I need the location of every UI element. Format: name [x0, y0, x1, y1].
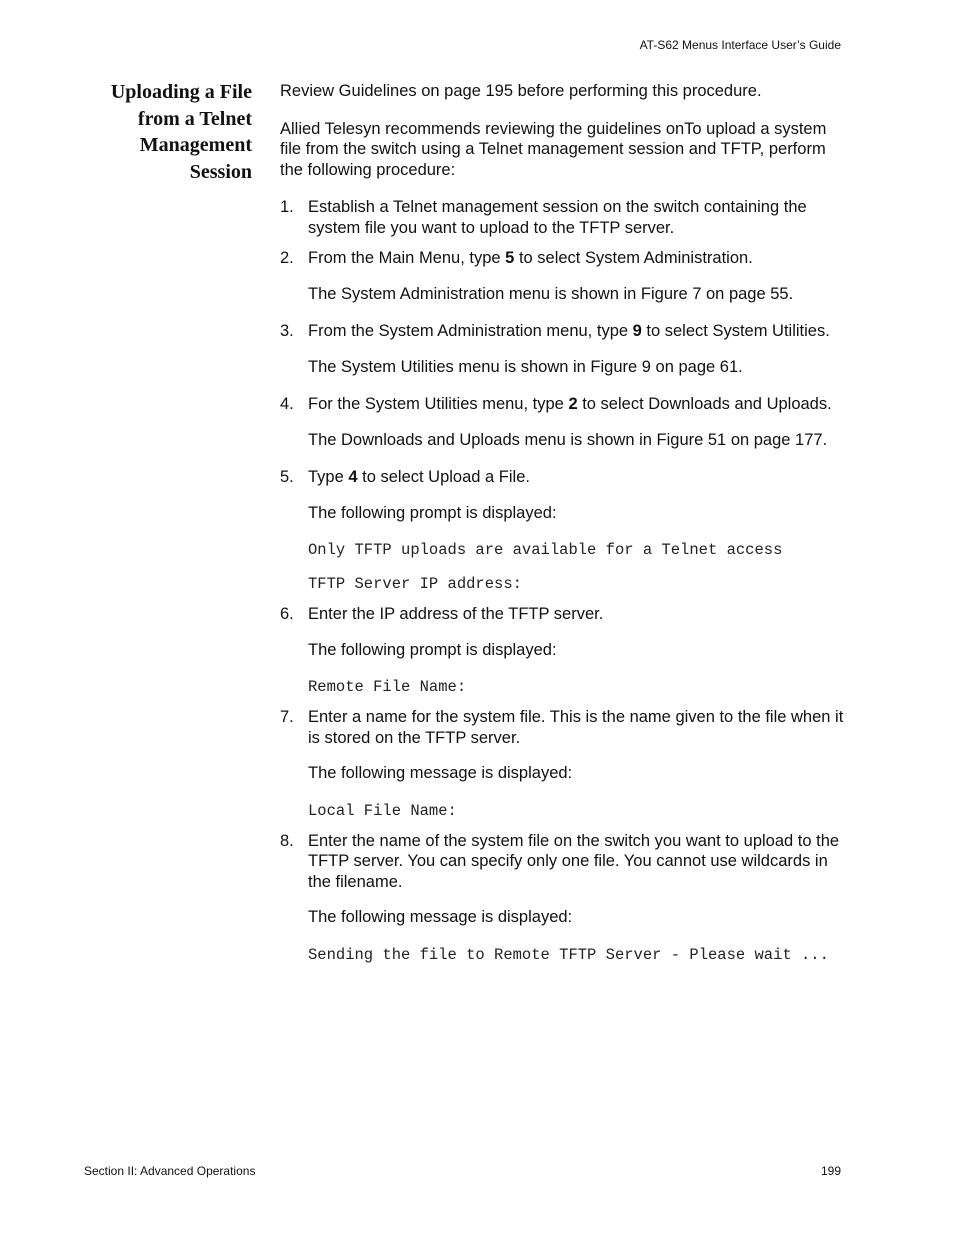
step-text-part: Enter a name for the system file. This is the name given to the file when it is stored on the TFTP server. [308, 708, 844, 747]
step-text [308, 831, 845, 893]
step-note: The System Administration menu is shown in Figure 7 on page 55. [308, 284, 794, 303]
step-text [308, 394, 845, 415]
step-item [280, 707, 845, 821]
step-number: 2. [280, 249, 294, 267]
section-heading-line: Uploading a File [110, 81, 252, 103]
step-text-part: Enter the name of the system file on the switch you want to upload to the TFTP server. You can specify only one file. You cannot use wildcards in the filename. [308, 831, 840, 891]
procedure-steps [280, 197, 845, 965]
step-text-part: For the System Utilities menu, type [308, 395, 569, 413]
footer-section-label: Section II: Advanced Operations [84, 1164, 256, 1178]
section-heading-line: Management [139, 134, 252, 156]
step-text-part: to select Downloads and Uploads. [577, 395, 832, 413]
step-note: The following prompt is displayed: [308, 640, 557, 659]
step-number: 6. [280, 605, 294, 623]
step-text [308, 604, 845, 625]
step-item [280, 248, 845, 304]
step-number: 8. [280, 831, 294, 850]
step-item [280, 831, 845, 965]
step-note: The following prompt is displayed: [308, 503, 557, 522]
step-item [280, 604, 845, 697]
menu-key: 5 [505, 249, 515, 267]
step-text [308, 197, 845, 238]
console-prompt: Local File Name: [308, 801, 457, 820]
console-prompt: Only TFTP uploads are available for a Telnet access [308, 541, 783, 559]
step-text-part: Enter the IP address of the TFTP server. [308, 605, 604, 623]
step-note: The following message is displayed: [308, 764, 573, 782]
step-number: 3. [280, 322, 294, 340]
menu-key: 9 [632, 322, 642, 340]
console-message: Sending the file to Remote TFTP Server - Please wait ... [308, 945, 829, 964]
menu-key: 2 [568, 395, 578, 413]
step-number: 4. [280, 395, 294, 413]
step-text-part: Establish a Telnet management session on the switch containing the system file you want to upload to the TFTP server. [308, 198, 807, 237]
step-note: The following message is displayed: [308, 908, 573, 926]
step-text [308, 321, 845, 342]
step-item [280, 197, 845, 238]
step-number: 7. [280, 708, 294, 726]
step-text-part: to select Upload a File. [357, 468, 530, 486]
step-text-part: Type [308, 468, 349, 486]
step-note: The Downloads and Uploads menu is shown in Figure 51 on page 177. [308, 430, 828, 449]
intro-paragraph: Allied Telesyn recommends reviewing the guidelines onTo upload a system file from the switch using a Telnet management session and TFTP, perform the following procedure: [280, 119, 827, 179]
step-note: The System Utilities menu is shown in Figure 9 on page 61. [308, 357, 743, 376]
console-prompt: Remote File Name: [308, 678, 467, 696]
step-text [308, 248, 845, 269]
step-text [308, 467, 845, 488]
step-text-part: to select System Utilities. [641, 322, 830, 340]
step-text-part: to select System Administration. [514, 249, 753, 267]
step-item [280, 394, 845, 450]
step-item [280, 321, 845, 377]
section-heading [60, 79, 252, 185]
main-content [280, 81, 845, 975]
step-number: 1. [280, 198, 294, 216]
step-text-part: From the Main Menu, type [308, 249, 506, 267]
step-text-part: From the System Administration menu, type [308, 322, 633, 340]
menu-key: 4 [348, 468, 358, 486]
running-header: AT-S62 Menus Interface User’s Guide [639, 38, 841, 52]
step-text [308, 707, 845, 748]
step-number: 5. [280, 468, 294, 486]
footer-page-number: 199 [820, 1164, 841, 1178]
console-prompt: TFTP Server IP address: [308, 575, 522, 593]
intro-paragraph: Review Guidelines on page 195 before performing this procedure. [280, 82, 762, 100]
section-heading-line: from a Telnet [137, 107, 252, 130]
section-heading-line: Session [189, 160, 252, 183]
step-item [280, 467, 845, 594]
